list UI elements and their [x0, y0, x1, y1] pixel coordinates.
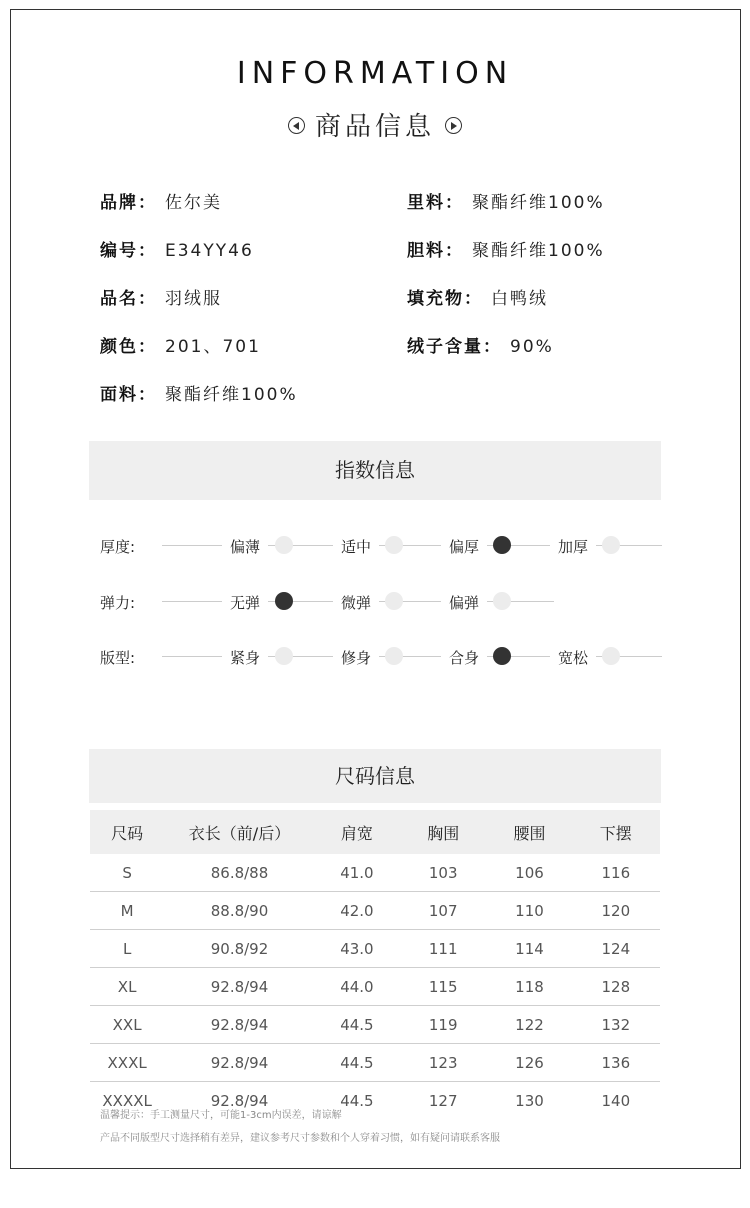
cell-length: 86.8/88 — [164, 854, 315, 892]
attr-key: 绒子含量： — [407, 337, 502, 357]
option-dot — [602, 536, 620, 554]
cell-shoulder: 43.0 — [315, 930, 399, 968]
arrow-right-icon — [445, 117, 462, 134]
cell-chest: 111 — [399, 930, 487, 968]
col-header-length: 衣长（前/后） — [164, 810, 315, 854]
table-row — [90, 892, 660, 930]
option-thin: 偏薄 — [222, 536, 268, 557]
attr-key: 里料： — [407, 193, 464, 213]
cell-size: S — [90, 854, 164, 892]
option-dot — [493, 536, 511, 554]
cell-length: 92.8/94 — [210, 1091, 269, 1110]
cell-waist: 130 — [515, 1091, 544, 1110]
attr-brand — [100, 188, 222, 213]
table-row — [90, 1006, 660, 1044]
cell-chest: 119 — [399, 1006, 487, 1044]
option-dot — [275, 647, 293, 665]
option-no-stretch: 无弹 — [222, 592, 268, 613]
attr-inner — [407, 236, 605, 261]
cell-shoulder: 44.5 — [340, 1091, 374, 1110]
cell-size: M — [90, 892, 164, 930]
table-row — [90, 854, 660, 892]
attr-value: 90% — [510, 337, 554, 357]
attr-value: 佐尔美 — [165, 193, 222, 213]
option-tight: 紧身 — [222, 647, 268, 668]
size-section-header: 尺码信息 — [89, 749, 661, 803]
attr-lining — [407, 188, 605, 213]
cell-length: 88.8/90 — [164, 892, 315, 930]
cell-size: XXL — [90, 1006, 164, 1044]
option-dot — [493, 592, 511, 610]
cell-chest: 107 — [399, 892, 487, 930]
cell-shoulder: 44.5 — [315, 1006, 399, 1044]
attr-value: 聚酯纤维100% — [472, 241, 605, 261]
attr-key: 填充物： — [407, 289, 483, 309]
cell-size: XL — [90, 968, 164, 1006]
index-label-fit: 版型: — [100, 649, 136, 667]
attr-code — [100, 236, 254, 261]
col-header-hem: 下摆 — [572, 810, 660, 854]
attr-down-content — [407, 332, 554, 357]
arrow-left-icon — [288, 117, 305, 134]
attr-value: 白鸭绒 — [491, 289, 548, 309]
cell-length: 92.8/94 — [164, 1044, 315, 1082]
subtitle-text: 商品信息 — [314, 112, 435, 142]
attr-key: 品名： — [100, 289, 157, 309]
cell-hem: 132 — [572, 1006, 660, 1044]
option-medium: 适中 — [333, 536, 379, 557]
index-label-elasticity: 弹力: — [100, 594, 136, 612]
option-stretchy: 偏弹 — [441, 592, 487, 613]
cell-shoulder: 44.5 — [315, 1044, 399, 1082]
index-label-thickness: 厚度: — [100, 538, 136, 556]
cell-shoulder: 41.0 — [315, 854, 399, 892]
cell-waist: 126 — [487, 1044, 571, 1082]
cell-hem: 116 — [572, 854, 660, 892]
table-row — [90, 1044, 660, 1082]
attr-value: 聚酯纤维100% — [472, 193, 605, 213]
attr-value: E34YY46 — [165, 241, 254, 261]
cell-chest: 103 — [399, 854, 487, 892]
cell-waist: 118 — [487, 968, 571, 1006]
cell-size: L — [90, 930, 164, 968]
cell-size: XXXL — [90, 1044, 164, 1082]
index-section-header: 指数信息 — [89, 441, 661, 500]
size-table-header-row — [90, 810, 660, 854]
size-table — [90, 810, 660, 1119]
note-fit-advice: 产品不同版型尺寸选择稍有差异，建议参考尺寸参数和个人穿着习惯，如有疑问请联系客服 — [100, 1133, 500, 1144]
attr-key: 品牌： — [100, 193, 157, 213]
attr-color — [100, 332, 261, 357]
attr-key: 面料： — [100, 385, 157, 405]
note-measurement: 温馨提示：手工测量尺寸，可能1-3cm内误差，请谅解 — [100, 1110, 342, 1121]
col-header-waist: 腰围 — [487, 810, 571, 854]
option-dot — [385, 647, 403, 665]
cell-hem: 128 — [572, 968, 660, 1006]
cell-chest: 127 — [428, 1091, 458, 1110]
cell-waist: 122 — [487, 1006, 571, 1044]
option-dot — [275, 592, 293, 610]
cell-length: 92.8/94 — [164, 1006, 315, 1044]
attr-fabric — [100, 380, 298, 405]
cell-shoulder: 44.0 — [315, 968, 399, 1006]
cell-size: XXXXL — [102, 1091, 152, 1110]
cell-hem: 136 — [572, 1044, 660, 1082]
option-extra-thick: 加厚 — [550, 536, 596, 557]
cell-chest: 115 — [399, 968, 487, 1006]
option-dot — [275, 536, 293, 554]
col-header-shoulder: 肩宽 — [315, 810, 399, 854]
cell-chest: 123 — [399, 1044, 487, 1082]
attr-key: 胆料： — [407, 241, 464, 261]
cell-hem: 120 — [572, 892, 660, 930]
cell-waist: 110 — [487, 892, 571, 930]
table-row — [90, 968, 660, 1006]
col-header-size: 尺码 — [90, 810, 164, 854]
option-slight-stretch: 微弹 — [333, 592, 379, 613]
table-row — [90, 930, 660, 968]
attr-filling — [407, 284, 548, 309]
option-dot — [493, 647, 511, 665]
attr-value: 201、701 — [165, 337, 261, 357]
option-thick: 偏厚 — [441, 536, 487, 557]
option-dot — [385, 536, 403, 554]
cell-hem: 124 — [572, 930, 660, 968]
cell-shoulder: 42.0 — [315, 892, 399, 930]
attr-value: 羽绒服 — [165, 289, 222, 309]
option-dot — [602, 647, 620, 665]
option-dot — [385, 592, 403, 610]
option-regular: 合身 — [441, 647, 487, 668]
attr-key: 颜色： — [100, 337, 157, 357]
option-loose: 宽松 — [550, 647, 596, 668]
page-title: INFORMATION — [236, 56, 514, 91]
option-slim: 修身 — [333, 647, 379, 668]
cell-hem: 140 — [601, 1091, 631, 1110]
attr-name — [100, 284, 222, 309]
cell-length: 90.8/92 — [164, 930, 315, 968]
attr-value: 聚酯纤维100% — [165, 385, 298, 405]
cell-length: 92.8/94 — [164, 968, 315, 1006]
page-subtitle — [0, 106, 750, 143]
attr-key: 编号： — [100, 241, 157, 261]
col-header-chest: 胸围 — [399, 810, 487, 854]
cell-waist: 106 — [487, 854, 571, 892]
cell-waist: 114 — [487, 930, 571, 968]
